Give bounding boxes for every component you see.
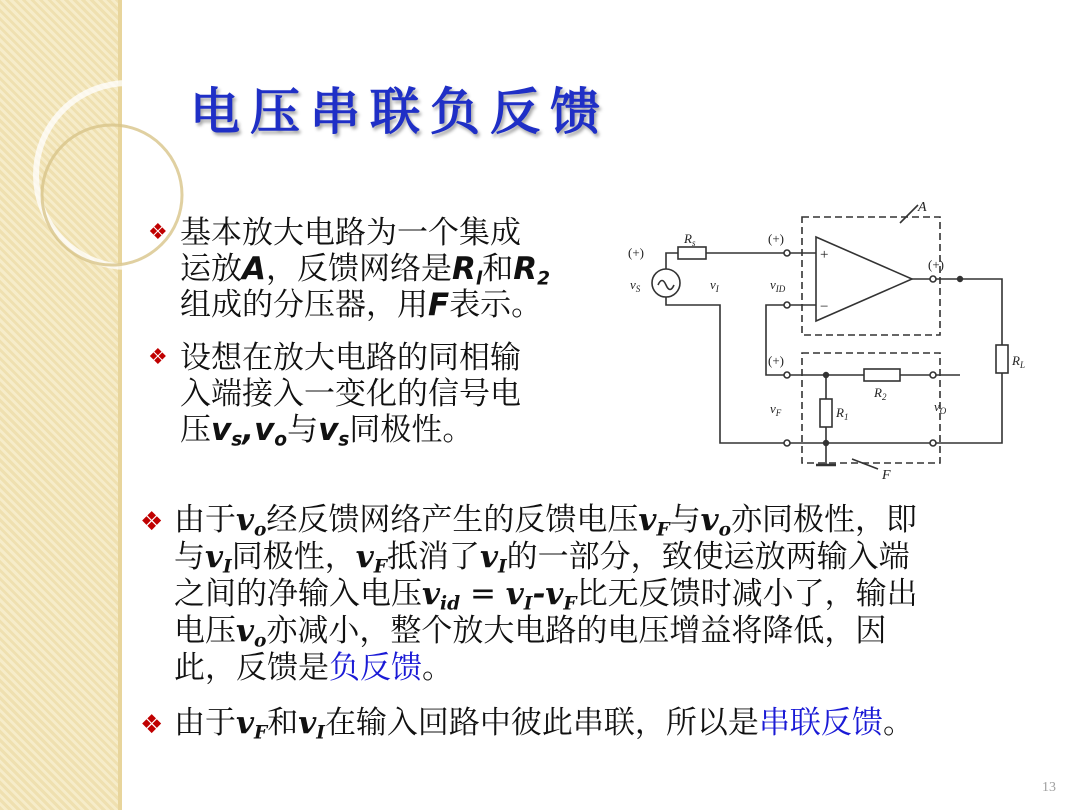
label-vo: v: [934, 399, 940, 414]
label-rs-sub: s: [691, 238, 696, 248]
svg-text:vO: [934, 399, 947, 416]
label-vf: v: [770, 401, 776, 416]
svg-text:vF: [770, 401, 782, 418]
label-a: A: [918, 200, 927, 215]
symbol-v: v: [205, 539, 224, 575]
symbol-v: v: [298, 705, 317, 741]
page-number: 13: [1042, 780, 1056, 795]
slide-title: 电压串联负反馈: [190, 82, 610, 141]
label-vid-sub: ID: [775, 284, 786, 294]
subscript: s: [231, 429, 243, 451]
label-r2: R: [874, 385, 882, 400]
opamp-plus-sign: +: [820, 247, 829, 263]
text-line: [140, 576, 1040, 613]
symbol-v: v: [236, 502, 255, 538]
svg-text:Rs: [683, 231, 696, 248]
svg-text:vID: [770, 277, 786, 294]
subscript: 2: [537, 268, 551, 290]
text: 与: [287, 412, 319, 448]
text: 由于: [174, 705, 236, 741]
subscript: o: [254, 630, 267, 652]
text: ，反馈网络是: [266, 251, 452, 287]
text: 的一部分，致使运放两输入端: [506, 539, 910, 575]
text-line: [140, 539, 1040, 576]
svg-text:R2: [873, 385, 887, 402]
subscript: F: [373, 556, 387, 578]
symbol-v: v: [254, 412, 275, 448]
text-line: [148, 287, 608, 323]
signal-source: [652, 269, 680, 297]
symbol-v: v: [422, 576, 441, 612]
symbol-v: v: [545, 576, 564, 612]
text-line: [140, 502, 1040, 539]
label-vid: v: [770, 277, 776, 292]
symbol-v: v: [479, 539, 498, 575]
text: ,: [242, 412, 255, 448]
svg-text:R1: [835, 405, 848, 422]
text: 比无反馈时减小了，输出: [576, 576, 918, 612]
label-rs: R: [684, 231, 692, 246]
opamp-minus-sign: −: [820, 299, 829, 315]
text: =: [460, 576, 506, 612]
bullet-diamond-icon: ❖: [148, 220, 168, 245]
highlight-negative-feedback: 负反馈: [329, 650, 422, 686]
label-r2-sub: 2: [881, 392, 887, 402]
label-plus-feedback: (+): [768, 353, 784, 368]
subscript: F: [254, 722, 268, 744]
text-line: [148, 251, 608, 290]
symbol-v: v: [236, 705, 255, 741]
symbol-v: v: [638, 502, 657, 538]
text: 与: [669, 502, 701, 538]
text: -: [532, 576, 546, 612]
subscript: I: [316, 722, 325, 744]
subscript: F: [656, 519, 670, 541]
symbol-F: F: [428, 287, 450, 323]
symbol-v: v: [700, 502, 719, 538]
text-line: [140, 650, 1040, 687]
resistor-rl: [996, 345, 1008, 373]
text: 电压: [174, 613, 236, 649]
text-line: [140, 613, 1040, 650]
resistor-rs: [678, 247, 706, 259]
label-vf-sub: F: [775, 408, 782, 418]
text: 和: [267, 705, 299, 741]
svg-text:vI: [710, 277, 720, 294]
symbol-v: v: [355, 539, 374, 575]
label-plus-input: (+): [768, 231, 784, 246]
resistor-r2: [864, 369, 900, 381]
text: 基本放大电路为一个集成: [180, 215, 521, 251]
text: 组成的分压器，用: [180, 287, 428, 323]
text: 。: [422, 650, 453, 686]
text: 和: [482, 251, 514, 287]
text: 在输入回路中彼此串联，所以是: [324, 705, 759, 741]
subscript: id: [440, 593, 461, 615]
label-rl-sub: L: [1019, 360, 1025, 370]
bullet-diamond-icon: ❖: [148, 345, 168, 370]
label-plus-source: (+): [628, 245, 644, 260]
label-r1: R: [836, 405, 844, 420]
subscript: o: [718, 519, 732, 541]
bullet-series-feedback: [140, 705, 1040, 744]
subscript: I: [497, 556, 507, 578]
text-line: [148, 340, 608, 376]
text-line: [148, 215, 608, 251]
label-vs: v: [630, 277, 636, 292]
text: 由于: [174, 502, 236, 538]
bullet-signal-assumption: [148, 340, 608, 451]
label-vi-sub: I: [715, 284, 719, 294]
subscript: s: [338, 429, 350, 451]
label-vs-sub: S: [635, 284, 641, 294]
bullet-negative-feedback-explanation: [140, 502, 1040, 687]
symbol-v: v: [211, 412, 232, 448]
text: 亦同极性，即: [731, 502, 918, 538]
opamp-triangle: [816, 237, 912, 321]
circuit-diagram: [620, 195, 1040, 485]
symbol-A: A: [242, 251, 266, 287]
text-line: [148, 412, 608, 451]
label-vo-sub: O: [939, 406, 947, 416]
symbol-v: v: [318, 412, 339, 448]
text: 。: [882, 705, 914, 741]
text: 压: [180, 412, 211, 448]
subscript: o: [274, 429, 288, 451]
text: 抵消了: [386, 539, 480, 575]
bullet-diamond-icon: ❖: [140, 710, 164, 740]
resistor-r1: [820, 399, 832, 427]
symbol-R: R: [513, 251, 538, 287]
highlight-series-feedback: 串联反馈: [758, 705, 883, 741]
text: 与: [174, 539, 205, 575]
text: 表示。: [449, 287, 543, 323]
text: 入端接入一变化的信号电: [180, 376, 521, 412]
bullet-diamond-icon: ❖: [140, 507, 164, 537]
text: 运放: [180, 251, 242, 287]
bullet-basic-amplifier: [148, 215, 608, 323]
symbol-v: v: [236, 613, 255, 649]
label-f: F: [882, 468, 891, 483]
text: 亦减小，整个放大电路的电压增益将降低，因: [266, 613, 887, 649]
text-line: [140, 705, 1040, 744]
symbol-v: v: [505, 576, 524, 612]
label-rl: R: [1012, 353, 1020, 368]
label-r1-sub: 1: [843, 412, 849, 422]
label-plus-output: (+): [928, 257, 944, 272]
subscript: o: [254, 519, 267, 541]
text: 经反馈网络产生的反馈电压: [266, 502, 639, 538]
subscript: l: [475, 268, 483, 290]
svg-text:vS: [630, 277, 641, 294]
symbol-R: R: [452, 251, 476, 287]
text-line: [148, 376, 608, 412]
subscript: I: [523, 593, 533, 615]
text: 设想在放大电路的同相输: [180, 340, 521, 376]
text: 此，反馈是: [174, 650, 329, 686]
text: 同极性，: [231, 539, 356, 575]
svg-text:RL: [1011, 353, 1025, 370]
label-vi: v: [710, 277, 716, 292]
subscript: I: [223, 556, 232, 578]
text: 之间的净输入电压: [174, 576, 422, 612]
subscript: F: [563, 593, 577, 615]
text: 同极性。: [349, 412, 474, 448]
